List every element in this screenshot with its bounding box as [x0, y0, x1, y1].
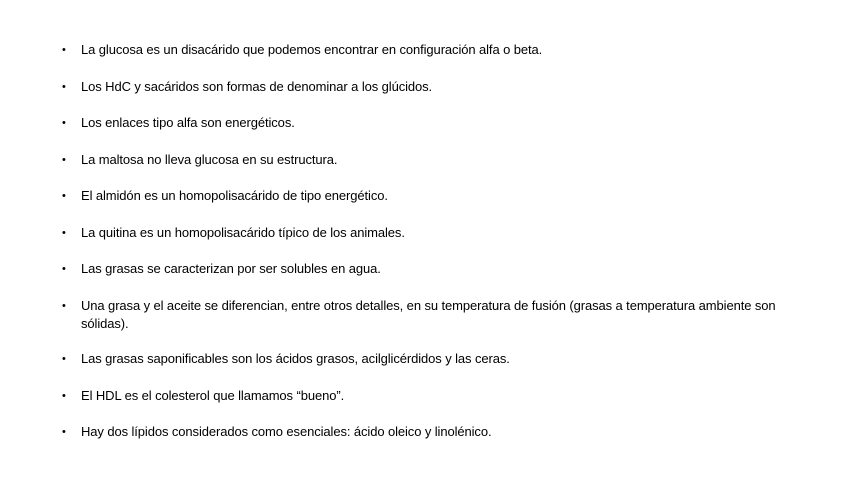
- list-item-text: Una grasa y el aceite se diferencian, entre otros detalles, en su temperatura de fusión (grasas a temperatura ambiente son sólidas).: [81, 297, 776, 331]
- bullet-point: •: [62, 117, 66, 129]
- bullet-point: •: [62, 153, 66, 166]
- bullet-point: •: [62, 263, 66, 275]
- list-item-text: Las grasas saponificables son los ácidos grasos, acilglicérdidos y las ceras.: [81, 351, 510, 366]
- list-item: [62, 350, 792, 368]
- list-item-text: La quitina es un homopolisacárido típico de los animales.: [81, 224, 405, 240]
- bullet-point: •: [62, 299, 66, 312]
- list-item-text: La maltosa no lleva glucosa en su estructura.: [81, 151, 338, 167]
- list-item-text: Hay dos lípidos considerados como esenciales: ácido oleico y linolénico.: [81, 424, 492, 439]
- list-item-text: Las grasas se caracterizan por ser solubles en agua.: [81, 261, 381, 276]
- list-item: [62, 387, 792, 405]
- list-item: [62, 423, 792, 441]
- list-item: [62, 151, 792, 169]
- list-item-text: El almidón es un homopolisacárido de tipo energético.: [81, 188, 388, 203]
- list-item: [62, 114, 792, 132]
- list-item-text: Los HdC y sacáridos son formas de denominar a los glúcidos.: [81, 78, 433, 94]
- list-item-text: El HDL es el colesterol que llamamos “bueno”.: [81, 387, 345, 403]
- bullet-point: •: [62, 190, 66, 202]
- list-item: [62, 78, 792, 96]
- bullet-point: •: [62, 353, 66, 365]
- bullet-point: •: [62, 44, 66, 56]
- bullet-point: •: [62, 426, 66, 438]
- list-item: [62, 41, 792, 59]
- bullet-point: •: [62, 389, 66, 402]
- bullet-list: [62, 41, 792, 460]
- list-item: [62, 224, 792, 242]
- list-item-text: Los enlaces tipo alfa son energéticos.: [81, 115, 295, 130]
- list-item: [62, 260, 792, 278]
- list-item: [62, 297, 792, 333]
- list-item-text: La glucosa es un disacárido que podemos encontrar en configuración alfa o beta.: [81, 42, 543, 57]
- bullet-point: •: [62, 226, 66, 239]
- bullet-point: •: [62, 80, 66, 93]
- list-item: [62, 187, 792, 205]
